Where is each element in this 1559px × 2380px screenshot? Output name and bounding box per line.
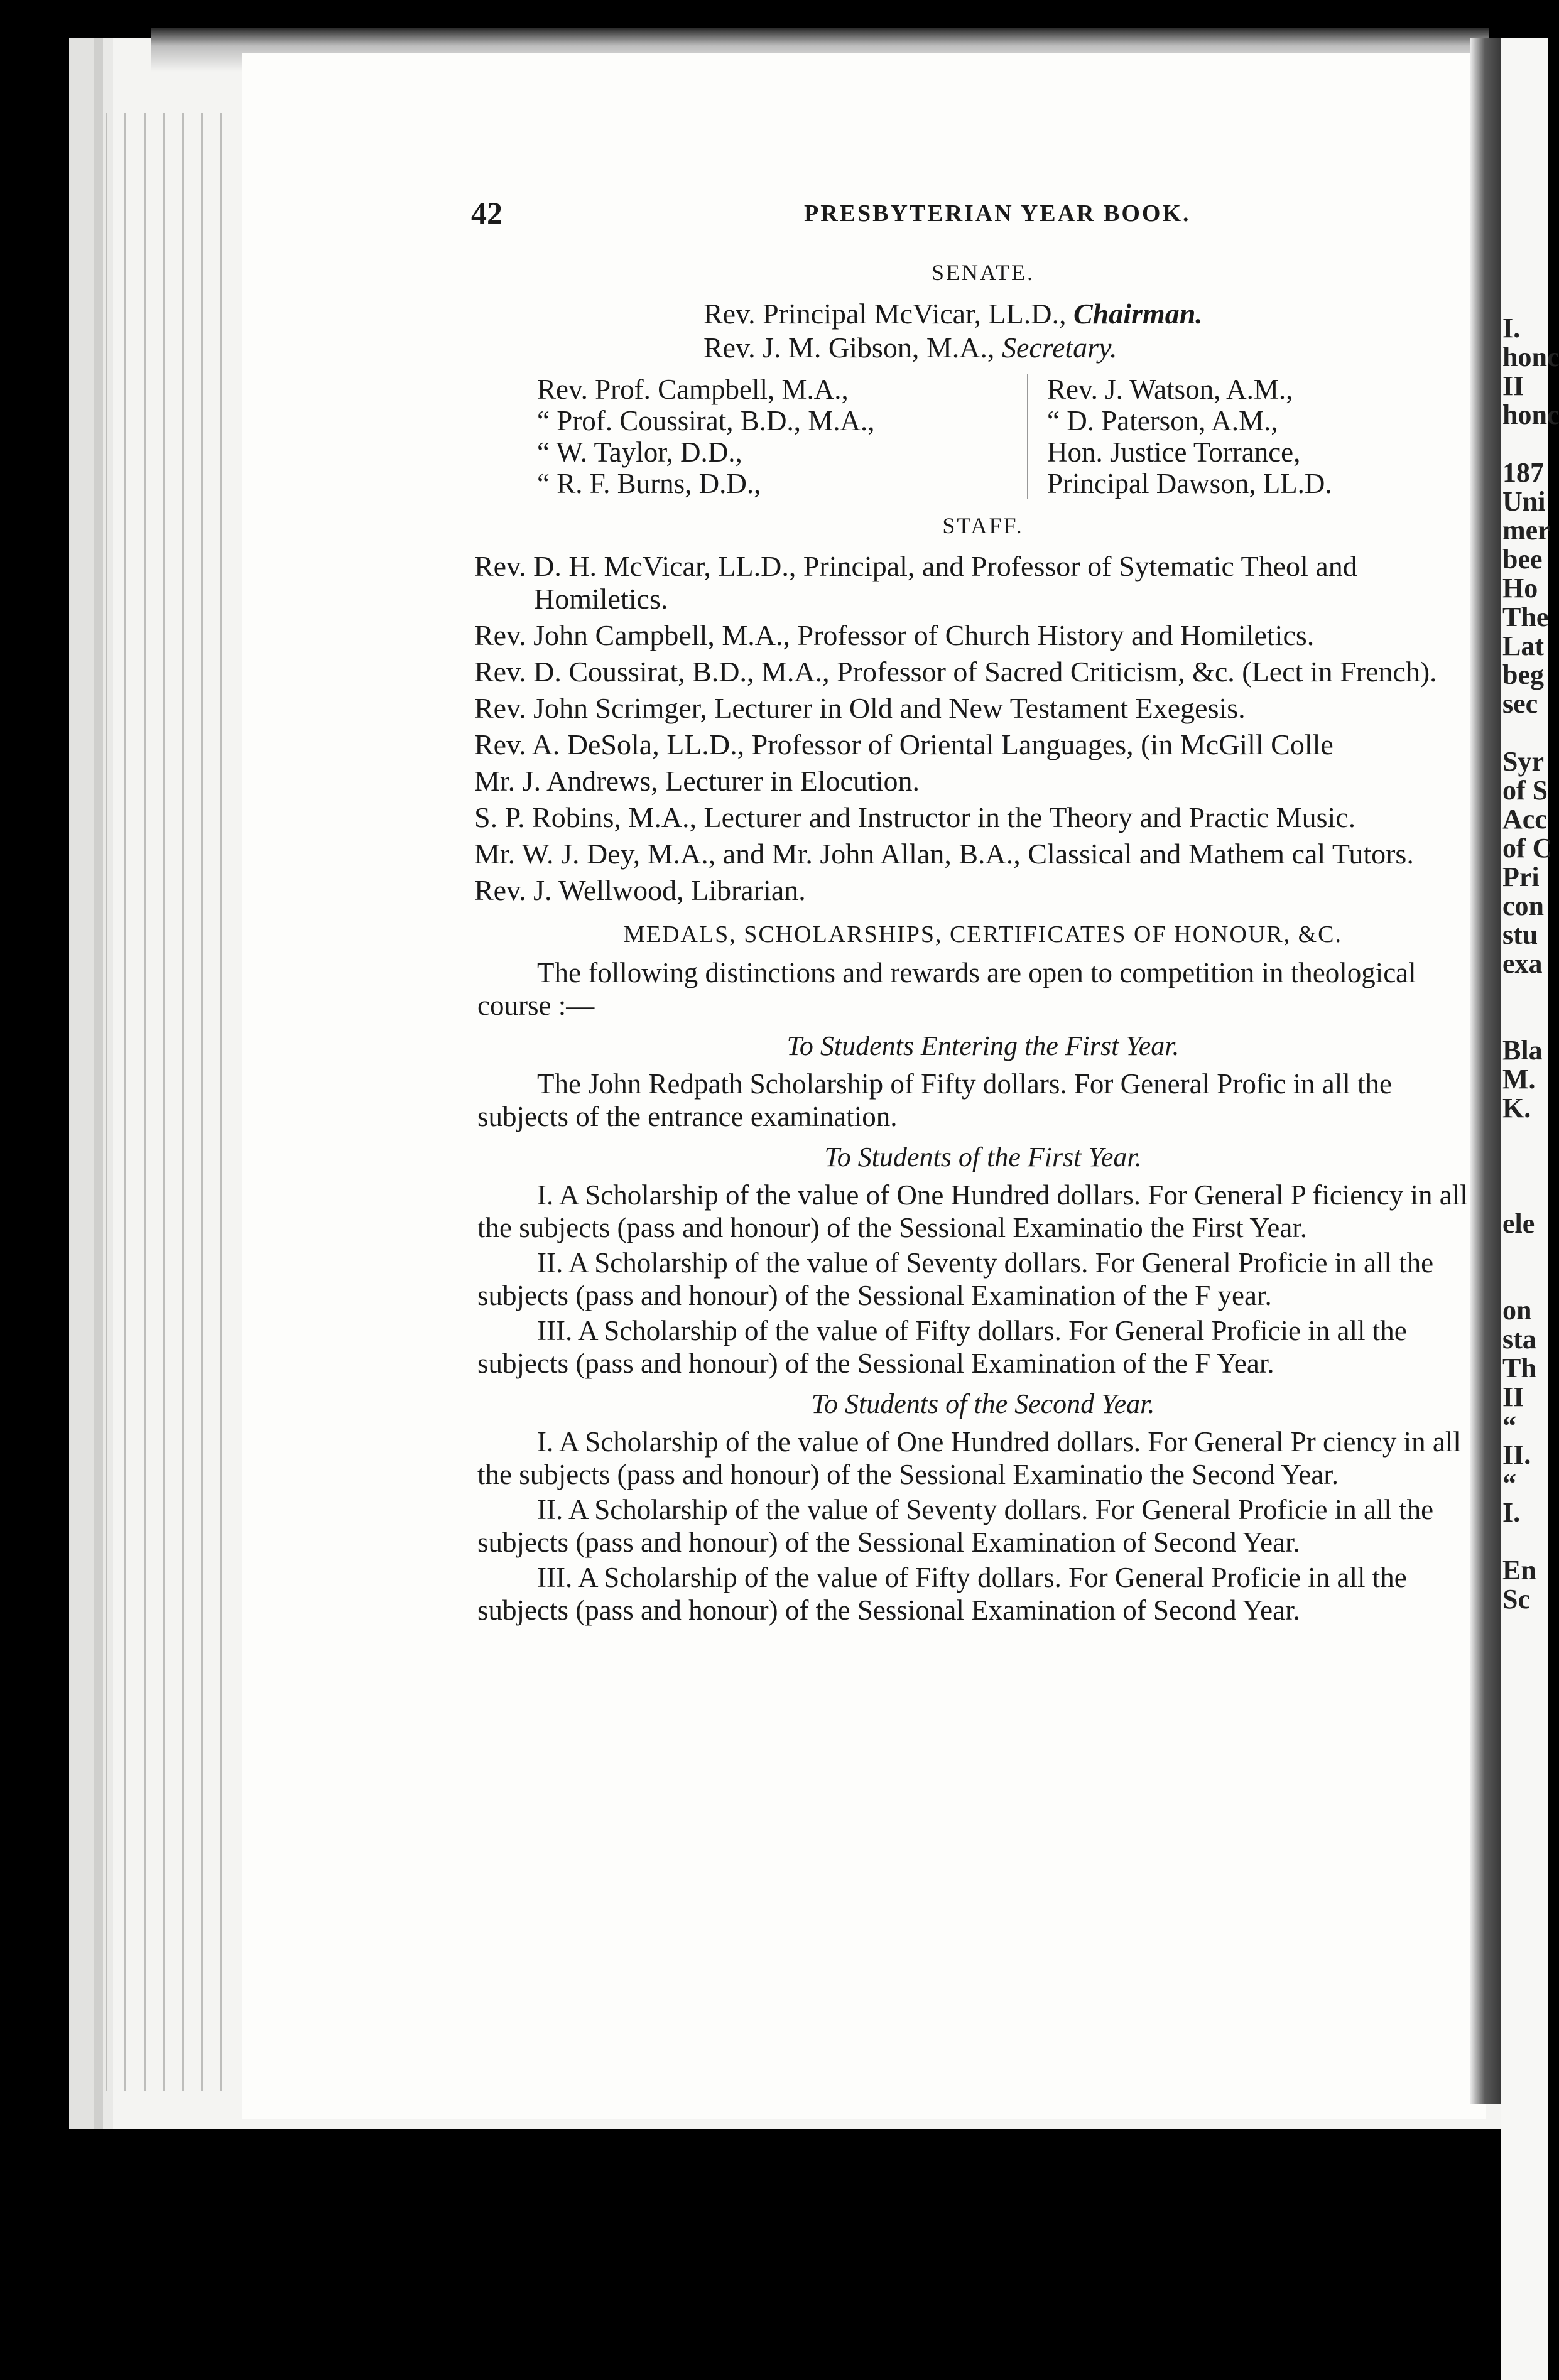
facing-page-text [1502, 1527, 1548, 1556]
facing-page-text: I. [1502, 1497, 1521, 1528]
page-edge-line [144, 113, 146, 2091]
staff-entry: Rev. A. DeSola, LL.D., Professor of Oriental Languages, (in McGill Colle [474, 728, 1334, 760]
facing-page-text: Pri [1502, 862, 1540, 892]
staff-entry: Rev. J. Wellwood, Librarian. [474, 874, 806, 906]
staff-heading: STAFF. [942, 513, 1024, 538]
facing-page-text: En [1502, 1555, 1536, 1586]
page-body [474, 257, 1489, 1629]
staff-entry: S. P. Robins, M.A., Lecturer and Instructor in the Theory and Practic Music. [474, 801, 1356, 833]
medals-intro: The following distinctions and rewards are open to competition in theological course :— [477, 957, 1416, 1021]
facing-page-text [1502, 1007, 1548, 1036]
facing-page-text: Uni [1502, 486, 1546, 517]
facing-page-text: II [1502, 1382, 1524, 1412]
senate-left-column [537, 374, 1028, 499]
scholarship-item: III. A Scholarship of the value of Fifty dollars. For General Proficie in all the subjects (pass and honour) of the Sessional Examination of the F Year. [477, 1315, 1407, 1379]
facing-page-text: sec [1502, 688, 1538, 719]
facing-page-text: II. [1502, 1439, 1531, 1470]
page-edge-line [220, 113, 222, 2091]
senate-chair [477, 297, 1489, 331]
senate-members [537, 374, 1489, 499]
senate-member: Principal Dawson, LL.D. [1047, 468, 1332, 499]
facing-page-text: con [1502, 890, 1544, 921]
scholarship-item: I. A Scholarship of the value of One Hundred dollars. For General Pr ciency in all the subjects (pass and honour) of the Sessional Examinatio the Second Year. [477, 1426, 1461, 1490]
facing-page-text: exa [1502, 948, 1543, 979]
staff-entry: Mr. J. Andrews, Lecturer in Elocution. [474, 765, 920, 797]
section-title: To Students of the Second Year. [811, 1388, 1155, 1419]
senate-member: “ D. Paterson, A.M., [1047, 405, 1278, 436]
scholarship-item: II. A Scholarship of the value of Seventy dollars. For General Proficie in all the subjects (pass and honour) of the Sessional Examination of the F year. [477, 1247, 1434, 1311]
scholarship-item: I. A Scholarship of the value of One Hundred dollars. For General P ficiency in all the subjects (pass and honour) of the Sessional Examinatio the First Year. [477, 1179, 1468, 1243]
facing-page-text [1502, 1267, 1548, 1296]
staff-list [474, 550, 1489, 907]
facing-page-text: bee [1502, 544, 1543, 575]
facing-page-text: sta [1502, 1324, 1536, 1355]
medals-heading: MEDALS, SCHOLARSHIPS, CERTIFICATES OF HONOUR, &C. [623, 921, 1343, 948]
scholarship-item: III. A Scholarship of the value of Fifty dollars. For General Proficie in all the subjects (pass and honour) of the Sessional Examination of Second Year. [477, 1562, 1407, 1626]
facing-page-text: Acc [1502, 804, 1547, 835]
facing-page-text: of S [1502, 775, 1548, 806]
facing-page-text: M. [1502, 1064, 1536, 1095]
facing-page-text: Bla [1502, 1035, 1543, 1066]
chair-name: Rev. Principal McVicar, LL.D., [703, 298, 1073, 330]
facing-page-text: 187 [1502, 457, 1544, 488]
section-title: To Students Entering the First Year. [786, 1030, 1180, 1061]
senate-member: “ R. F. Burns, D.D., [537, 468, 761, 499]
scholarship-item: II. A Scholarship of the value of Seventy dollars. For General Proficie in all the subjects (pass and honour) of the Sessional Examination of Second Year. [477, 1494, 1434, 1558]
page-edge-line [106, 113, 107, 2091]
section-title: To Students of the First Year. [824, 1142, 1142, 1172]
facing-page-text: II [1502, 371, 1524, 401]
facing-page-text [1502, 978, 1548, 1007]
facing-page-text: Lat [1502, 630, 1544, 661]
facing-page-text: The [1502, 602, 1549, 632]
facing-page-text: honc [1502, 342, 1559, 372]
senate-member: Rev. Prof. Campbell, M.A., [537, 374, 849, 405]
facing-page-text: “ [1502, 1468, 1516, 1499]
facing-page-text: beg [1502, 659, 1544, 690]
facing-page-text [1502, 1181, 1548, 1209]
scholarship-item: The John Redpath Scholarship of Fifty dollars. For General Profic in all the subjects of the entrance examination. [477, 1068, 1392, 1132]
staff-entry: Rev. John Campbell, M.A., Professor of Church History and Homiletics. [474, 619, 1315, 651]
facing-page-text: Sc [1502, 1584, 1530, 1615]
facing-page-text: stu [1502, 919, 1538, 950]
facing-page-text: I. [1502, 313, 1521, 343]
senate-secretary [477, 331, 1489, 365]
page-edge-line [163, 113, 165, 2091]
facing-page-text: mer [1502, 515, 1550, 546]
facing-page-text: on [1502, 1295, 1532, 1326]
facing-page-text [1502, 1123, 1548, 1152]
page-edge-line [201, 113, 203, 2091]
senate-member: “ Prof. Coussirat, B.D., M.A., [537, 405, 875, 436]
staff-entry: Rev. D. H. McVicar, LL.D., Principal, and Professor of Sytematic Theol and Homiletics. [474, 550, 1357, 615]
facing-page-text: of C [1502, 833, 1553, 863]
facing-page-fragment [1501, 38, 1559, 2380]
facing-page-text: ele [1502, 1208, 1535, 1239]
page-edge-line [182, 113, 184, 2091]
staff-entry: Rev. D. Coussirat, B.D., M.A., Professor of Sacred Criticism, &c. (Lect in French). [474, 656, 1437, 688]
running-head: PRESBYTERIAN YEAR BOOK. [804, 200, 1191, 227]
facing-page-text [1502, 1152, 1548, 1181]
facing-page-text [1502, 430, 1548, 458]
facing-page-text: “ [1502, 1410, 1516, 1441]
secretary-role: Secretary. [1001, 332, 1117, 364]
page-edge-line [124, 113, 126, 2091]
facing-page-text: honc [1502, 399, 1559, 430]
facing-page-text: K. [1502, 1093, 1531, 1123]
senate-heading: SENATE. [932, 260, 1035, 285]
facing-page-text: Th [1502, 1353, 1536, 1383]
staff-entry: Rev. John Scrimger, Lecturer in Old and New Testament Exegesis. [474, 692, 1246, 724]
senate-member: Hon. Justice Torrance, [1047, 436, 1301, 468]
secretary-name: Rev. J. M. Gibson, M.A., [703, 332, 1002, 364]
page-number: 42 [471, 195, 502, 230]
senate-member: Rev. J. Watson, A.M., [1047, 374, 1293, 405]
page-header [471, 195, 1193, 232]
chair-role: Chairman. [1073, 298, 1203, 330]
staff-entry: Mr. W. J. Dey, M.A., and Mr. John Allan, B.A., Classical and Mathem cal Tutors. [474, 838, 1414, 870]
facing-page-text [1502, 718, 1548, 747]
facing-page-text [1502, 1238, 1548, 1267]
senate-right-column [1028, 374, 1332, 499]
facing-page-text: Syr [1502, 746, 1544, 777]
senate-member: “ W. Taylor, D.D., [537, 436, 742, 468]
facing-page-text: Ho [1502, 573, 1538, 603]
